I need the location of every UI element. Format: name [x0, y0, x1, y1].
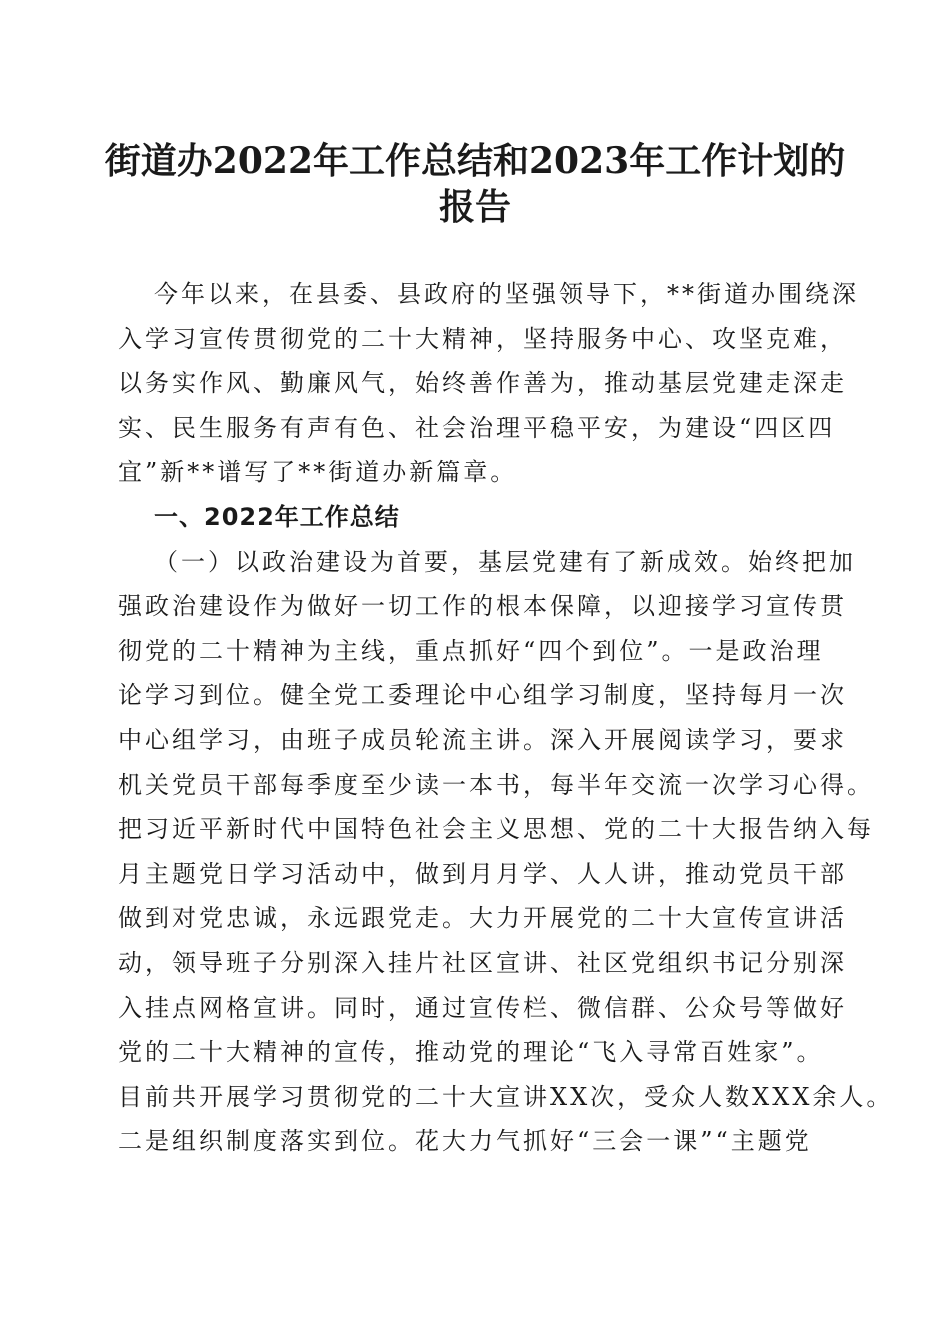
- section-line: 中心组学习，由班子成员轮流主讲。深入开展阅读学习，要求: [118, 725, 847, 754]
- section-line: 彻党的二十精神为主线，重点抓好“四个到位”。一是政治理: [118, 636, 824, 665]
- intro-line: 宜”新**谱写了**街道办新篇章。: [118, 458, 518, 487]
- document-title-line-1: 街道办2022年工作总结和2023年工作计划的: [104, 140, 846, 182]
- section-line: 党的二十大精神的宣传，推动党的理论“飞入寻常百姓家”。: [118, 1038, 824, 1067]
- section-heading: 一、2022年工作总结: [154, 502, 400, 531]
- intro-line: 实、民生服务有声有色、社会治理平稳平安，为建设“四区四: [118, 413, 836, 442]
- intro-line: 入学习宣传贯彻党的二十大精神，坚持服务中心、攻坚克难，: [118, 324, 847, 353]
- section-line: 论学习到位。健全党工委理论中心组学习制度，坚持每月一次: [118, 681, 847, 710]
- intro-line: 今年以来，在县委、县政府的坚强领导下，**街道办围绕深: [154, 280, 859, 308]
- section-line: 强政治建设作为做好一切工作的根本保障，以迎接学习宣传贯: [118, 592, 847, 621]
- section-line: （一）以政治建设为首要，基层党建有了新成效。始终把加: [154, 547, 856, 576]
- document-title-line-2: 报告: [438, 186, 511, 228]
- section-line: 月主题党日学习活动中，做到月月学、人人讲，推动党员干部: [118, 859, 847, 888]
- section-line: 机关党员干部每季度至少读一本书，每半年交流一次学习心得。: [118, 770, 874, 799]
- section-line: 动，领导班子分别深入挂片社区宣讲、社区党组织书记分别深: [118, 948, 847, 977]
- section-line: 做到对党忠诚，永远跟党走。大力开展党的二十大宣传宣讲活: [118, 904, 847, 933]
- intro-line: 以务实作风、勤廉风气，始终善作善为，推动基层党建走深走: [118, 369, 847, 398]
- section-line: 入挂点网格宣讲。同时，通过宣传栏、微信群、公众号等做好: [118, 993, 847, 1022]
- intro-paragraph: [118, 272, 894, 1164]
- section-line: 目前共开展学习贯彻党的二十大宣讲XX次，受众人数XXX余人。: [118, 1082, 894, 1111]
- section-line: 二是组织制度落实到位。花大力气抓好“三会一课”“主题党: [118, 1127, 812, 1156]
- section-line: 把习近平新时代中国特色社会主义思想、党的二十大报告纳入每: [118, 815, 874, 844]
